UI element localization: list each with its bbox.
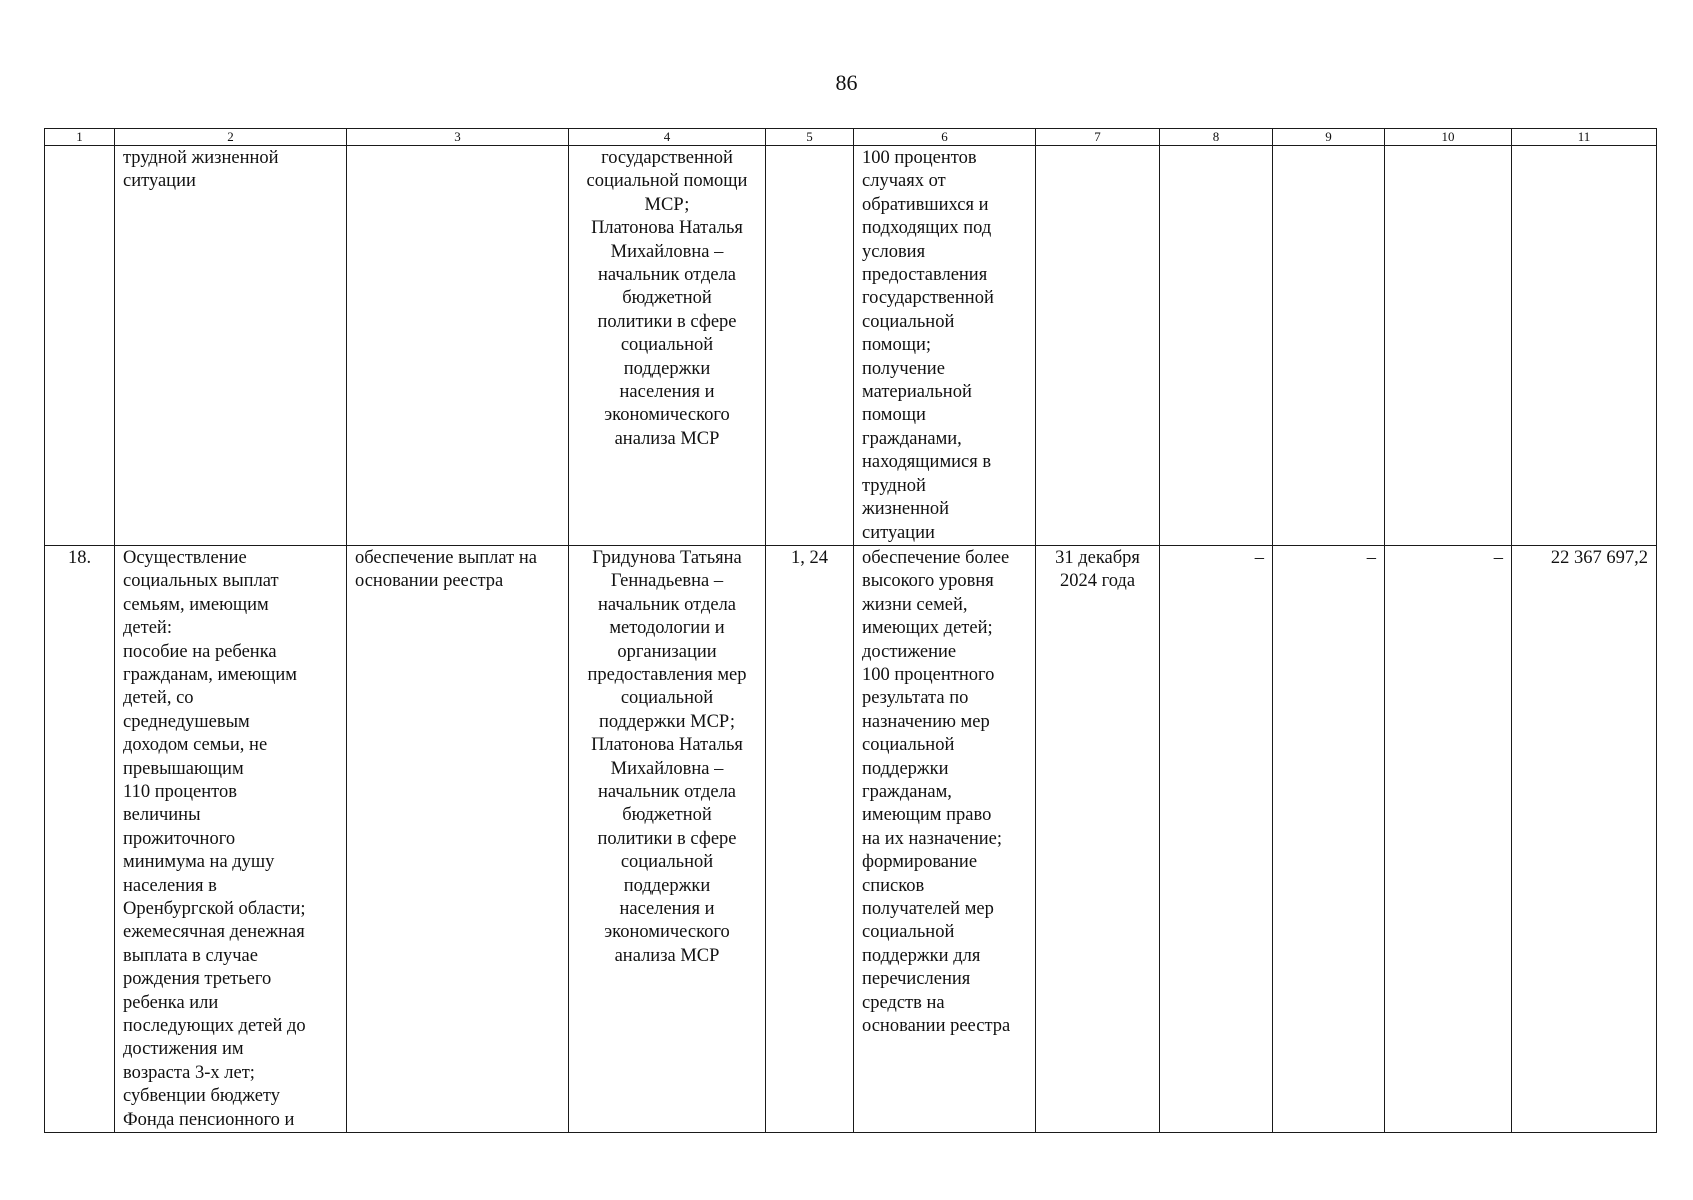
column-number: 1: [45, 129, 115, 146]
indicator-link-cell: [766, 146, 854, 546]
column-number: 2: [115, 129, 347, 146]
responsible-cell: государственной социальной помощи МСР; Платонова Наталья Михайловна – начальник отдела бюджетной политики в сфере социальной поддержки населения и экономического анализа МСР: [569, 146, 766, 546]
column-number: 3: [347, 129, 569, 146]
activity-name-cell: Осуществление социальных выплат семьям, имеющим детей: пособие на ребенка гражданам, имеющим детей, со среднедушевым доходом семьи, не превышающим 110 процентов величины прожиточного минимума на душу населения в Оренбургской области; ежемесячная денежная выплата в случае рождения третьего ребенка или последующих детей до достижения им возраста 3-х лет; субвенции бюджету Фонда пенсионного и: [115, 545, 347, 1132]
column-number: 6: [854, 129, 1036, 146]
result-cell: обеспечение более высокого уровня жизни семей, имеющих детей; достижение 100 процентного результата по назначению мер социальной поддержки гражданам, имеющим право на их назначение; формирование списков получателей мер социальной поддержки для перечисления средств на основании реестра: [854, 545, 1036, 1132]
funding-cell: [1273, 146, 1385, 546]
column-number: 4: [569, 129, 766, 146]
column-number: 8: [1160, 129, 1273, 146]
funding-cell: [1385, 146, 1512, 546]
row-number-cell: 18.: [45, 545, 115, 1132]
funding-cell: –: [1160, 545, 1273, 1132]
funding-cell: –: [1385, 545, 1512, 1132]
mechanism-cell: [347, 146, 569, 546]
indicator-link-cell: 1, 24: [766, 545, 854, 1132]
program-table: [44, 128, 1657, 1133]
column-number: 5: [766, 129, 854, 146]
column-number: 7: [1036, 129, 1160, 146]
column-number: 10: [1385, 129, 1512, 146]
table-row-18: [45, 545, 1657, 1132]
responsible-cell: Гридунова Татьяна Геннадьевна – начальник отдела методологии и организации предоставления мер социальной поддержки МСР; Платонова Наталья Михайловна – начальник отдела бюджетной политики в сфере социальной поддержки населения и экономического анализа МСР: [569, 545, 766, 1132]
funding-total-cell: 22 367 697,2: [1512, 545, 1657, 1132]
deadline-cell: 31 декабря 2024 года: [1036, 545, 1160, 1132]
result-cell: 100 процентов случаях от обратившихся и подходящих под условия предоставления государственной социальной помощи; получение материальной помощи гражданами, находящимися в трудной жизненной ситуации: [854, 146, 1036, 546]
funding-total-cell: [1512, 146, 1657, 546]
column-number-row: [45, 129, 1657, 146]
funding-cell: –: [1273, 545, 1385, 1132]
table-row-continuation: [45, 146, 1657, 546]
page-number: 86: [835, 70, 858, 95]
column-number: 9: [1273, 129, 1385, 146]
row-number-cell: [45, 146, 115, 546]
funding-cell: [1160, 146, 1273, 546]
column-number: 11: [1512, 129, 1657, 146]
deadline-cell: [1036, 146, 1160, 546]
mechanism-cell: обеспечение выплат на основании реестра: [347, 545, 569, 1132]
activity-name-cell: трудной жизненной ситуации: [115, 146, 347, 546]
